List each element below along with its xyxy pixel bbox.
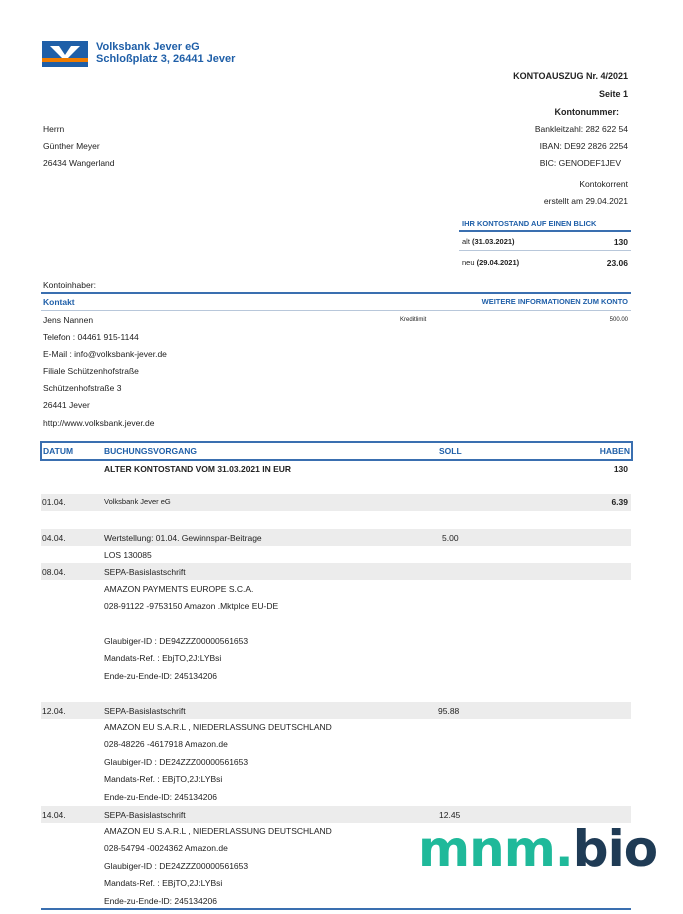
contact-subdivider (41, 310, 631, 311)
table-bottom-rule (41, 908, 631, 910)
contact-street: Schützenhofstraße 3 (43, 383, 122, 393)
table-row-text: 028-48226 -4617918 Amazon.de (104, 739, 228, 749)
bank-code: Bankleitzahl: 282 622 54 (534, 124, 628, 134)
table-row-date: 14.04. (42, 810, 66, 820)
contact-name: Jens Nannen (43, 315, 94, 325)
column-description: BUCHUNGSVORGANG (104, 446, 198, 456)
table-row-text: LOS 130085 (104, 550, 152, 560)
bank-address: Schloßplatz 3, 26441 Jever (96, 53, 236, 65)
column-credit: HABEN (599, 446, 630, 456)
table-row-debit: 95.88 (438, 706, 460, 716)
credit-limit-label: Kreditlimit (400, 317, 427, 323)
table-row-date: 08.04. (42, 567, 66, 577)
table-row-text: 028-54794 -0024362 Amazon.de (104, 843, 228, 853)
balance-divider (459, 230, 631, 232)
account-number-label: Kontonummer: (554, 107, 619, 117)
table-row-text: SEPA-Basislastschrift (104, 810, 186, 820)
table-row-date: 12.04. (42, 706, 66, 716)
contact-email[interactable]: E-Mail : info@volksbank-jever.de (43, 349, 167, 359)
page-number: Seite 1 (598, 89, 628, 99)
opening-balance-value: 130 (613, 464, 628, 474)
table-row-text: Glaubiger-ID : DE24ZZZ00000561653 (104, 861, 249, 871)
table-row-text: Volksbank Jever eG (104, 497, 171, 506)
table-row-credit: 6.39 (611, 497, 628, 507)
opening-balance-label: ALTER KONTOSTAND VOM 31.03.2021 IN EUR (104, 464, 292, 474)
table-row-text: 028-91122 -9753150 Amazon .Mktplce EU-DE (104, 601, 279, 611)
table-row-text: Ende-zu-Ende-ID: 245134206 (104, 792, 217, 802)
balance-old-value: 130 (613, 237, 628, 247)
iban: IBAN: DE92 2826 2254 (539, 141, 628, 151)
table-row-date: 01.04. (42, 497, 66, 507)
balance-header: IHR KONTOSTAND AUF EINEN BLICK (462, 219, 597, 228)
table-row-text: Mandats-Ref. : EBjTO,2J:LYBsi (104, 774, 223, 784)
table-row-text: SEPA-Basislastschrift (104, 567, 186, 577)
table-row-text: Ende-zu-Ende-ID: 245134206 (104, 671, 217, 681)
account-holder-label: Kontoinhaber: (43, 280, 96, 290)
table-row-text: Mandats-Ref. : EBjTO,2J:LYBsi (104, 878, 223, 888)
contact-website[interactable]: http://www.volksbank.jever.de (43, 418, 155, 428)
table-row-text: Wertstellung: 01.04. Gewinnspar-Beitrage (104, 533, 262, 543)
contact-phone: Telefon : 04461 915-1144 (43, 332, 139, 342)
balance-new-label: neu (29.04.2021) (462, 258, 520, 267)
account-type: Kontokorrent (579, 179, 628, 189)
credit-limit-value: 500.00 (609, 317, 628, 323)
table-row-text: AMAZON EU S.A.R.L , NIEDERLASSUNG DEUTSCHLAND (104, 722, 332, 732)
contact-divider (41, 292, 631, 294)
balance-new-value: 23.06 (606, 258, 628, 268)
table-row-text: Glaubiger-ID : DE24ZZZ00000561653 (104, 757, 249, 767)
bank-name: Volksbank Jever eG (96, 41, 200, 53)
column-date: DATUM (43, 446, 74, 456)
table-row-debit: 12.45 (439, 810, 461, 820)
contact-branch: Filiale Schützenhofstraße (43, 366, 139, 376)
recipient-name: Günther Meyer (43, 141, 100, 151)
watermark: mnm.bio (418, 820, 658, 878)
balance-old-label: alt (31.03.2021) (462, 237, 515, 246)
contact-header: Kontakt (43, 297, 75, 307)
table-row-debit: 5.00 (442, 533, 459, 543)
created-date: erstellt am 29.04.2021 (543, 196, 628, 206)
column-debit: SOLL (439, 446, 462, 456)
contact-city: 26441 Jever (43, 400, 90, 410)
statement-title: KONTOAUSZUG Nr. 4/2021 (513, 71, 628, 81)
info-header: WEITERE INFORMATIONEN ZUM KONTO (481, 297, 628, 306)
bic: BIC: GENODEF1JEV (539, 158, 621, 168)
bank-logo (42, 41, 88, 67)
table-row-text: Ende-zu-Ende-ID: 245134206 (104, 896, 217, 906)
balance-row-divider (459, 250, 631, 251)
table-row-text: Mandats-Ref. : EbjTO,2J:LYBsi (104, 653, 222, 663)
table-row-text: AMAZON PAYMENTS EUROPE S.C.A. (104, 584, 254, 594)
recipient-salutation: Herrn (43, 124, 65, 134)
recipient-city: 26434 Wangerland (43, 158, 115, 168)
table-header (40, 441, 633, 461)
table-row-date: 04.04. (42, 533, 66, 543)
table-row-text: AMAZON EU S.A.R.L , NIEDERLASSUNG DEUTSCHLAND (104, 826, 332, 836)
table-row-text: Glaubiger-ID : DE94ZZZ00000561653 (104, 636, 249, 646)
table-row-text: SEPA-Basislastschrift (104, 706, 186, 716)
